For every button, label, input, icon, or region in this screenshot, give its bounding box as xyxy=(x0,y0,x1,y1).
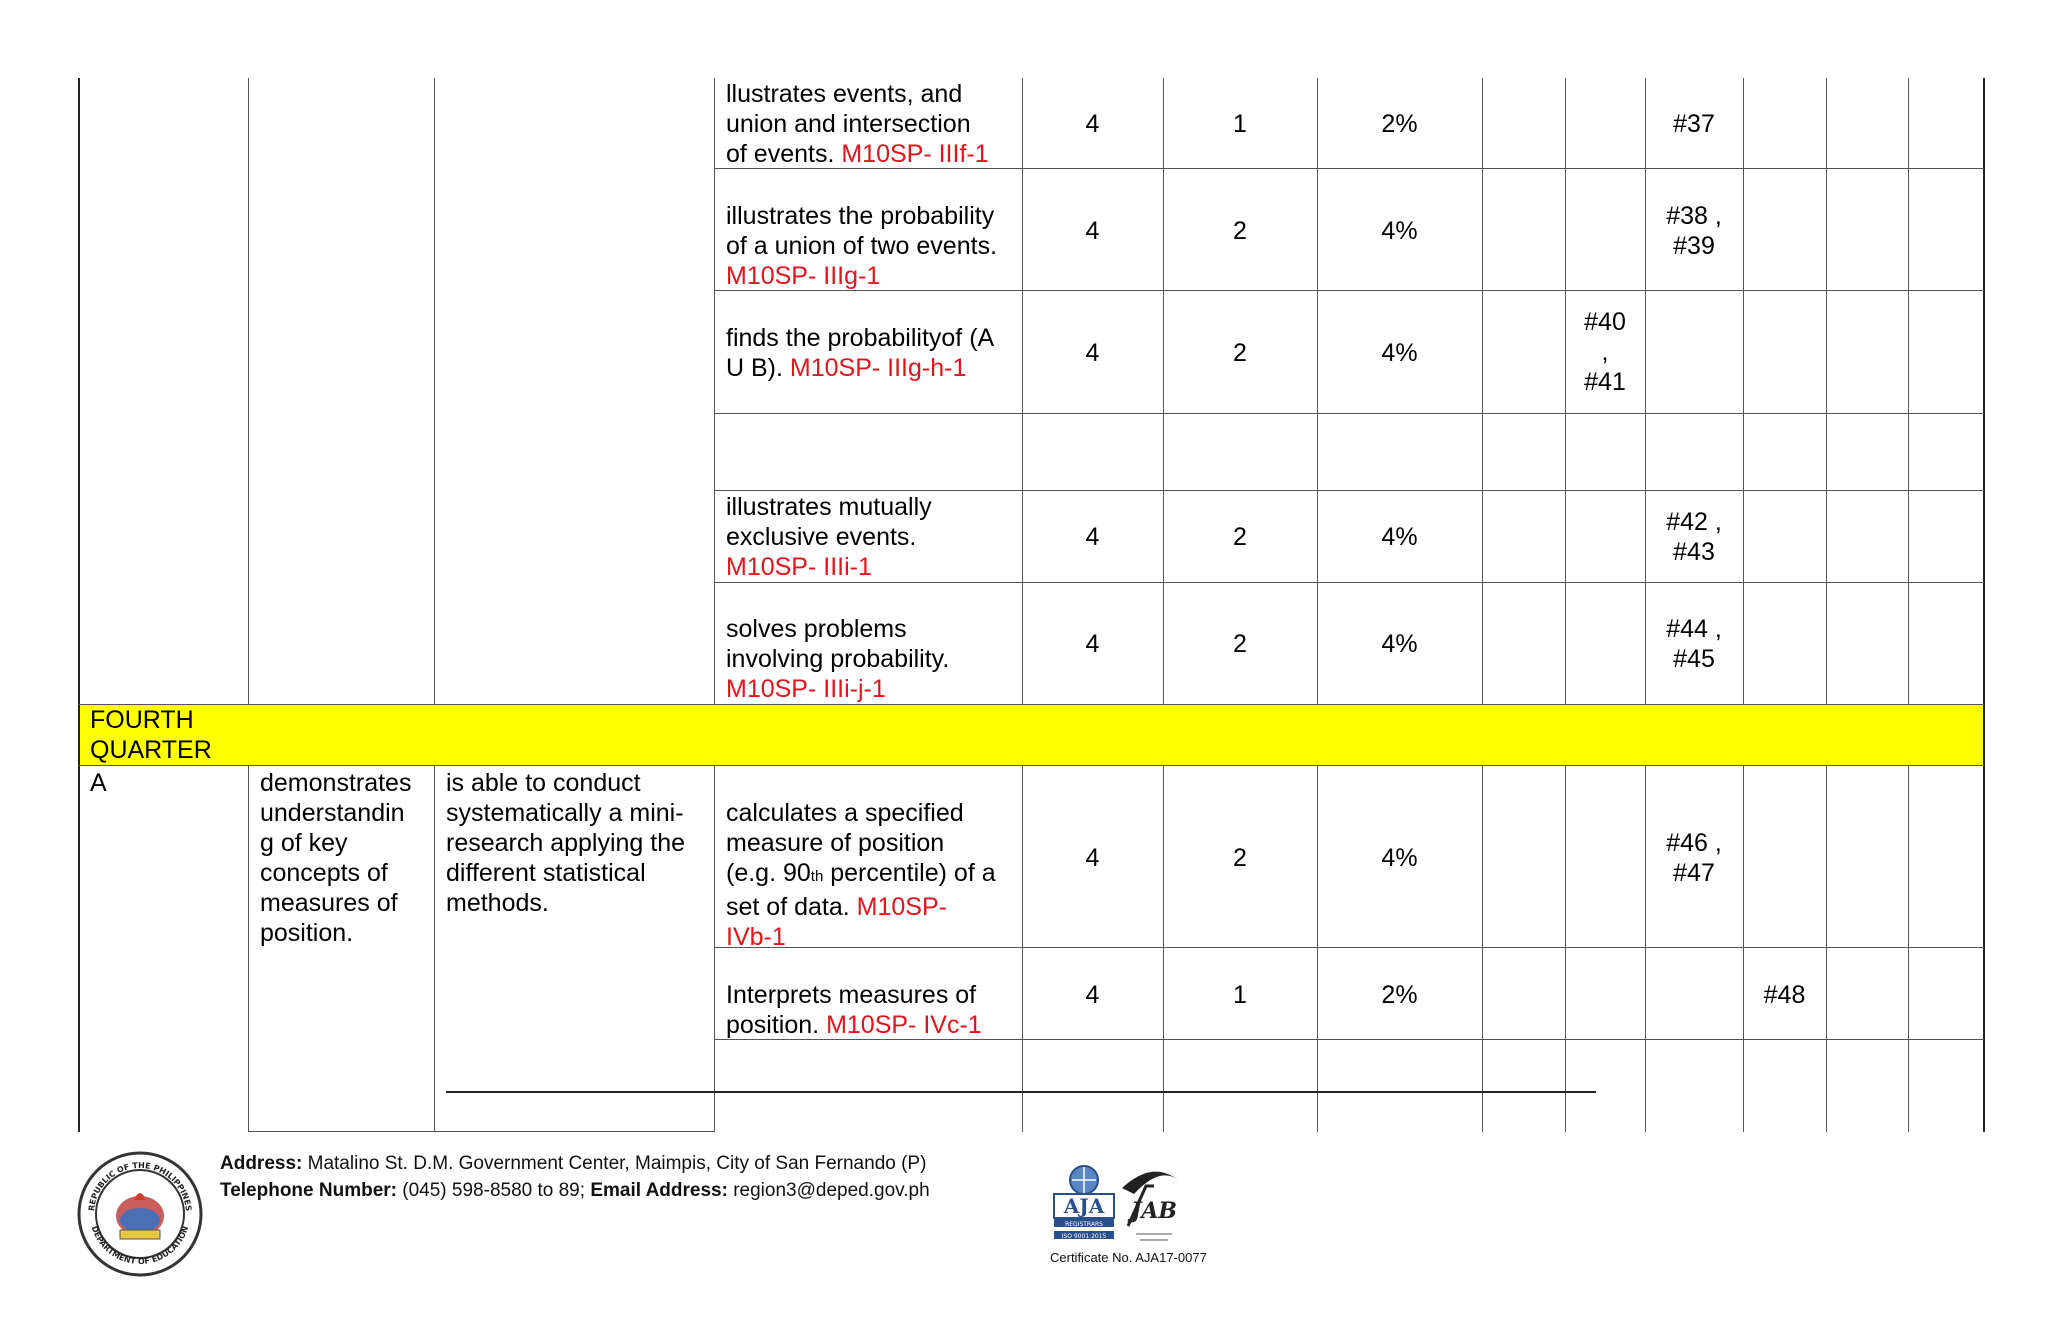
col-divider xyxy=(1645,78,1646,704)
col-divider xyxy=(248,78,249,704)
competency-text: finds the probabilityof (A xyxy=(726,324,995,352)
quarter-label xyxy=(90,705,212,765)
content-standard-text: g of key xyxy=(260,829,348,857)
ordinal-suffix: th xyxy=(810,868,824,885)
competency-text: solves problems xyxy=(726,615,907,643)
competency-cell xyxy=(726,323,994,383)
table-border-left xyxy=(78,78,80,1132)
competency-text: (e.g. 90 xyxy=(726,859,811,887)
performance-standard-text: methods. xyxy=(446,889,549,917)
competency-text: set of data. xyxy=(726,893,850,921)
col-divider xyxy=(1565,765,1566,1132)
row-letter: A xyxy=(90,769,107,797)
content-standard-text: position. xyxy=(260,919,354,947)
col-divider xyxy=(1826,78,1827,704)
quarter-highlight-band xyxy=(80,704,1984,765)
percent-cell: 4% xyxy=(1381,523,1418,551)
svg-text:ISO 9001:2015: ISO 9001:2015 xyxy=(1061,1233,1107,1240)
competency-cell xyxy=(726,492,932,582)
items-cell: 1 xyxy=(1233,110,1247,138)
competency-text: percentile) of a xyxy=(823,859,996,887)
days-cell: 4 xyxy=(1085,110,1100,138)
content-standard-text: demonstrates xyxy=(260,769,412,797)
item-number-cell: #48 xyxy=(1763,981,1806,1009)
competency-text: union and intersection xyxy=(726,110,971,138)
competency-cell xyxy=(726,79,989,169)
item-number-cell: #40 , #41 xyxy=(1584,308,1626,396)
items-cell: 1 xyxy=(1233,981,1247,1009)
col-divider xyxy=(1826,765,1827,1132)
svg-text:AJA: AJA xyxy=(1063,1194,1105,1218)
phone-label: Telephone Number: xyxy=(220,1180,397,1201)
item-number-cell: #46 , #47 xyxy=(1666,829,1722,887)
content-standard-text: understandin xyxy=(260,799,405,827)
competency-text: illustrates the probability xyxy=(726,202,995,230)
content-standard-cell xyxy=(260,768,411,948)
competency-cell xyxy=(726,201,997,291)
items-cell: 2 xyxy=(1233,217,1247,245)
percent-cell: 4% xyxy=(1381,339,1418,367)
days-cell: 4 xyxy=(1085,217,1100,245)
col-divider xyxy=(1908,78,1909,704)
competency-text: illustrates mutually xyxy=(726,493,932,521)
footer-contact xyxy=(220,1177,930,1204)
performance-standard-text: is able to conduct xyxy=(446,769,641,797)
items-cell: 2 xyxy=(1233,339,1247,367)
learning-code: M10SP- IVc-1 xyxy=(826,1011,982,1039)
row-divider xyxy=(78,765,1984,766)
col-divider xyxy=(1482,765,1483,1132)
competency-text: Interprets measures of xyxy=(726,981,977,1009)
underline-rule xyxy=(446,1091,1596,1093)
competency-cell xyxy=(726,980,982,1040)
quarter-label-line: FOURTH xyxy=(90,706,194,734)
col-divider xyxy=(1317,78,1318,704)
competency-cell xyxy=(726,614,949,704)
competency-text: measure of position xyxy=(726,829,945,857)
phone-value: (045) 598-8580 to 89; xyxy=(397,1180,591,1201)
svg-text:DEPARTMENT OF EDUCATION: DEPARTMENT OF EDUCATION xyxy=(89,1224,191,1267)
row-divider xyxy=(714,490,1984,491)
percent-cell: 2% xyxy=(1381,981,1418,1009)
table-border-right xyxy=(1983,78,1985,1132)
svg-text:REPUBLIC OF THE PHILIPPINES: REPUBLIC OF THE PHILIPPINES xyxy=(87,1160,193,1212)
col-divider xyxy=(1908,765,1909,1132)
item-number-cell: #37 xyxy=(1673,110,1715,138)
learning-code: M10SP- IIIf-1 xyxy=(841,140,989,168)
footer-address xyxy=(220,1150,926,1177)
competency-text: of events. xyxy=(726,140,835,168)
email-value: region3@deped.gov.ph xyxy=(727,1180,930,1201)
row-divider xyxy=(714,413,1984,414)
learning-code: IVb-1 xyxy=(726,923,786,951)
learning-code: M10SP- IIIg-1 xyxy=(726,262,881,290)
days-cell: 4 xyxy=(1085,981,1100,1009)
percent-cell: 4% xyxy=(1381,217,1418,245)
col-divider xyxy=(1645,765,1646,1132)
col-divider xyxy=(714,765,715,1132)
col-divider xyxy=(1163,78,1164,704)
address-label: Address: xyxy=(220,1153,303,1174)
performance-standard-text: systematically a mini- xyxy=(446,799,684,827)
item-number-cell: #42 , #43 xyxy=(1666,508,1722,566)
col-divider xyxy=(1743,78,1744,704)
item-number-cell: #38 , #39 xyxy=(1666,202,1722,260)
row-divider xyxy=(714,582,1984,583)
days-cell: 4 xyxy=(1085,339,1100,367)
col-divider xyxy=(1743,765,1744,1132)
percent-cell: 2% xyxy=(1381,110,1418,138)
performance-standard-text: different statistical xyxy=(446,859,646,887)
learning-code: M10SP- IIIg-h-1 xyxy=(789,354,967,382)
items-cell: 2 xyxy=(1233,630,1247,658)
items-cell: 2 xyxy=(1233,844,1247,872)
percent-cell: 4% xyxy=(1381,844,1418,872)
percent-cell: 4% xyxy=(1381,630,1418,658)
certificate-number: Certificate No. AJA17-0077 xyxy=(1050,1250,1207,1265)
row-divider xyxy=(78,704,1984,705)
days-cell: 4 xyxy=(1085,523,1100,551)
performance-standard-cell xyxy=(446,768,685,918)
deped-seal-icon xyxy=(76,1150,204,1278)
days-cell: 4 xyxy=(1085,630,1100,658)
row-divider xyxy=(248,1131,715,1132)
quarter-label-line: QUARTER xyxy=(90,736,212,764)
competency-text: position. xyxy=(726,1011,820,1039)
learning-code: M10SP- xyxy=(856,893,947,921)
competency-text: involving probability. xyxy=(726,645,950,673)
item-number-cell: #44 , #45 xyxy=(1666,615,1722,673)
col-divider xyxy=(434,78,435,704)
col-divider xyxy=(248,765,249,1132)
col-divider xyxy=(434,765,435,1132)
content-standard-text: concepts of xyxy=(260,859,388,887)
learning-code: M10SP- IIIi-1 xyxy=(726,553,872,581)
performance-standard-text: research applying the xyxy=(446,829,686,857)
competency-text: of a union of two events. xyxy=(726,232,998,260)
col-divider xyxy=(714,78,715,704)
email-label: Email Address: xyxy=(590,1180,728,1201)
competency-cell xyxy=(726,798,996,952)
svg-text:JAB: JAB xyxy=(1130,1198,1178,1224)
col-divider xyxy=(1163,765,1164,1132)
learning-code: M10SP- IIIi-j-1 xyxy=(726,675,886,703)
items-cell: 2 xyxy=(1233,523,1247,551)
col-divider xyxy=(1482,78,1483,704)
col-divider xyxy=(1022,765,1023,1132)
competency-text: exclusive events. xyxy=(726,523,917,551)
col-divider xyxy=(1022,78,1023,704)
svg-text:REGISTRARS: REGISTRARS xyxy=(1065,1221,1103,1228)
col-divider xyxy=(1317,765,1318,1132)
days-cell: 4 xyxy=(1085,844,1100,872)
competency-text: llustrates events, and xyxy=(726,80,963,108)
address-value: Matalino St. D.M. Government Center, Maimpis, City of San Fernando (P) xyxy=(302,1153,927,1174)
competency-text: U B). xyxy=(726,354,783,382)
competency-text: calculates a specified xyxy=(726,799,964,827)
content-standard-text: measures of xyxy=(260,889,398,917)
